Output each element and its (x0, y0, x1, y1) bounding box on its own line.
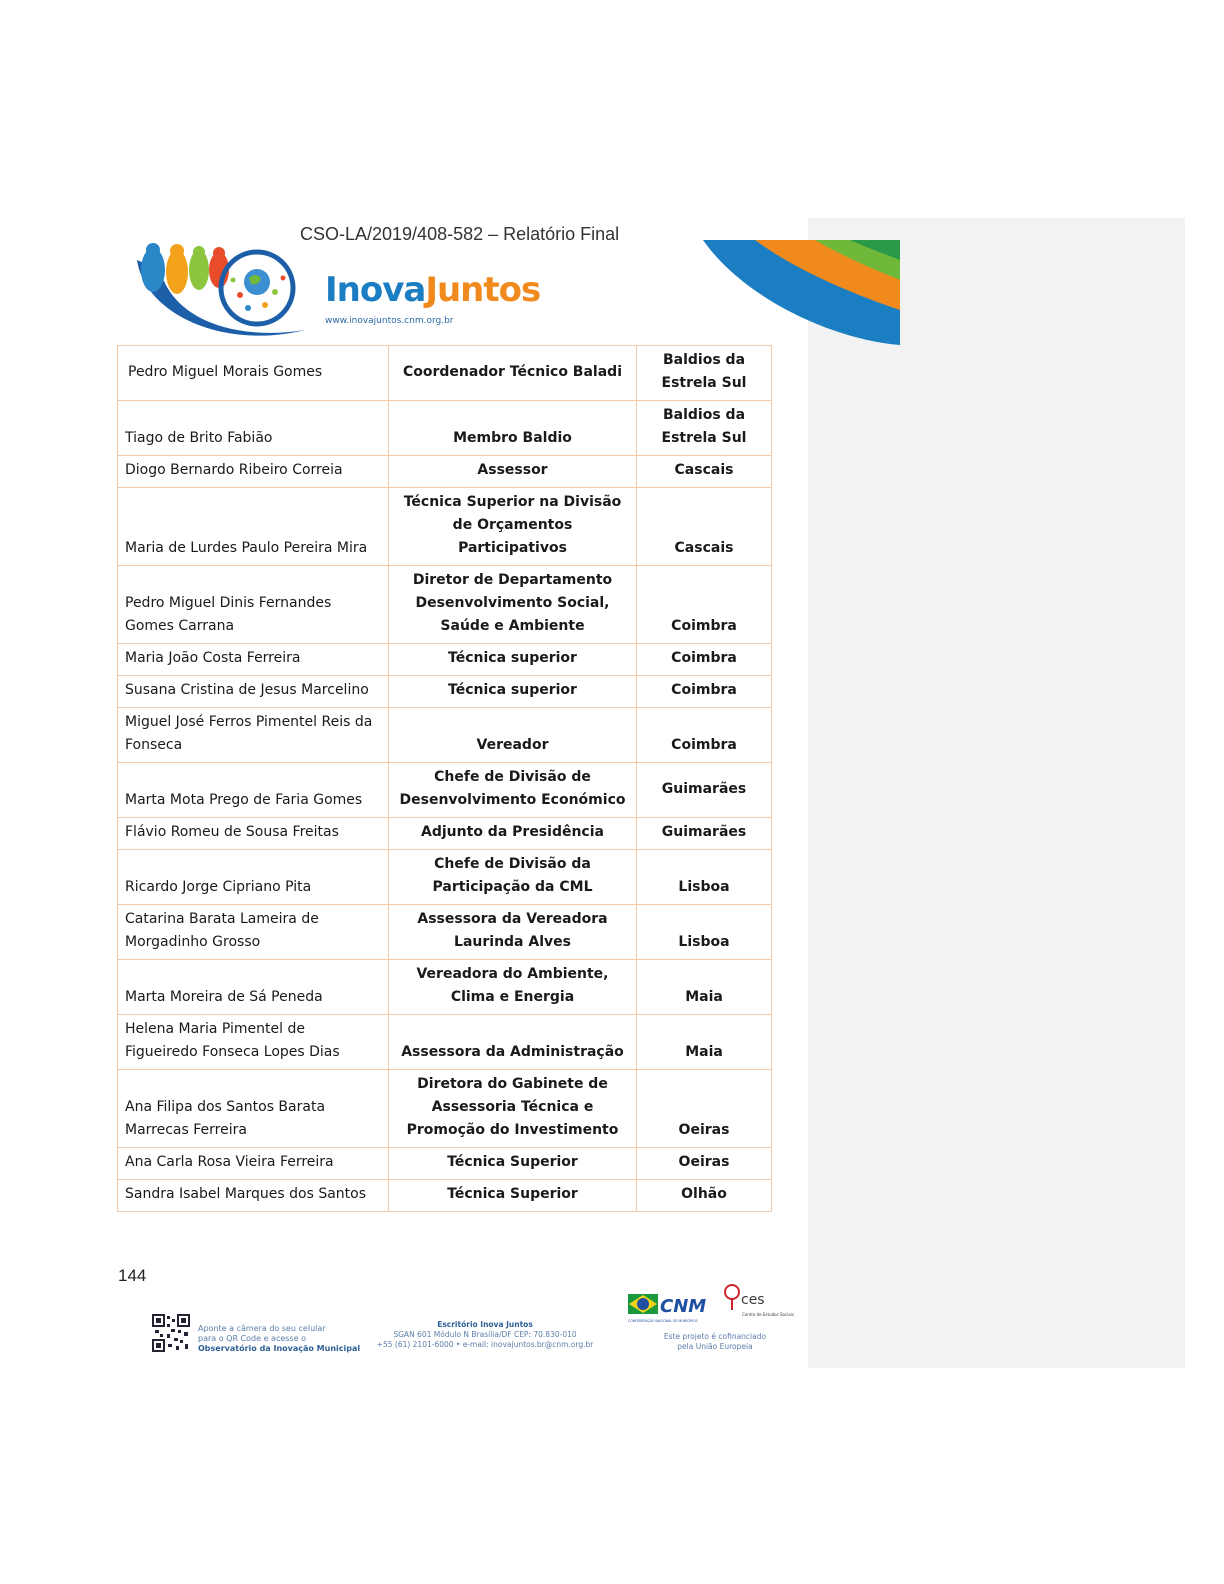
office-info (375, 1320, 595, 1350)
logo-inova: Inova (325, 270, 426, 310)
name-cell: Flávio Romeu de Sousa Freitas (118, 818, 389, 850)
place-cell: Baldios da Estrela Sul (637, 401, 772, 456)
name-cell: Helena Maria Pimentel de Figueiredo Fonseca Lopes Dias (118, 1015, 389, 1070)
place-cell: Coimbra (637, 566, 772, 644)
qr-line-1: Aponte a câmera do seu celular (198, 1324, 326, 1333)
table-row (118, 644, 772, 676)
qr-line-2: para o QR Code e acesse o (198, 1334, 306, 1343)
table-row (118, 763, 772, 818)
place-cell: Guimarães (637, 818, 772, 850)
running-header-text: CSO-LA/2019/408-582 – Relatório Final (300, 224, 620, 242)
office-contact: +55 (61) 2101-6000 • e-mail: inovajuntos.br@cnm.org.br (376, 1340, 594, 1349)
logo-juntos: Juntos (425, 270, 541, 310)
name-cell: Pedro Miguel Morais Gomes (118, 346, 389, 401)
cnm-text: CNM (660, 1296, 707, 1317)
cnm-logo-icon (628, 1288, 710, 1324)
name-cell: Marta Mota Prego de Faria Gomes (118, 763, 389, 818)
role-cell: Assessor (389, 456, 637, 488)
inovajuntos-banner (115, 240, 900, 348)
name-cell: Susana Cristina de Jesus Marcelino (118, 676, 389, 708)
name-cell: Catarina Barata Lameira de Morgadinho Grosso (118, 905, 389, 960)
table-row (118, 566, 772, 644)
place-cell: Coimbra (637, 676, 772, 708)
place-cell: Maia (637, 960, 772, 1015)
name-cell: Ana Carla Rosa Vieira Ferreira (118, 1148, 389, 1180)
table-row (118, 1015, 772, 1070)
table-row (118, 1070, 772, 1148)
place-cell: Lisboa (637, 850, 772, 905)
place-cell: Lisboa (637, 905, 772, 960)
place-cell: Cascais (637, 456, 772, 488)
role-cell: Técnica superior (389, 644, 637, 676)
logo-url: www.inovajuntos.cnm.org.br (325, 316, 454, 326)
eu-funding-note (655, 1332, 775, 1352)
table-row (118, 346, 772, 401)
qr-caption (198, 1324, 360, 1354)
ces-text: ces (741, 1292, 765, 1308)
table-row (118, 1148, 772, 1180)
role-cell: Chefe de Divisão da Participação da CML (389, 850, 637, 905)
cnm-sub: CONFEDERAÇÃO NACIONAL DE MUNICÍPIOS (628, 1319, 698, 1323)
ces-sub: Centro de Estudos Sociais (742, 1312, 794, 1317)
table-row (118, 1180, 772, 1212)
place-cell: Oeiras (637, 1070, 772, 1148)
name-cell: Marta Moreira de Sá Peneda (118, 960, 389, 1015)
logo-wordmark (325, 270, 540, 310)
role-cell: Técnica Superior na Divisão de Orçamentos Participativos (389, 488, 637, 566)
table-row (118, 905, 772, 960)
role-cell: Técnica Superior (389, 1180, 637, 1212)
place-cell: Coimbra (637, 708, 772, 763)
page-number: 144 (118, 1266, 147, 1285)
place-cell: Maia (637, 1015, 772, 1070)
qr-line-3 (198, 1344, 360, 1354)
name-cell: Maria João Costa Ferreira (118, 644, 389, 676)
eu-line-2: pela União Europeia (677, 1342, 753, 1351)
role-cell: Diretor de Departamento Desenvolvimento Social, Saúde e Ambiente (389, 566, 637, 644)
name-cell: Diogo Bernardo Ribeiro Correia (118, 456, 389, 488)
name-cell: Tiago de Brito Fabião (118, 401, 389, 456)
role-cell: Técnica superior (389, 676, 637, 708)
table-row (118, 456, 772, 488)
name-cell: Miguel José Ferros Pimentel Reis da Fonseca (118, 708, 389, 763)
role-cell: Chefe de Divisão de Desenvolvimento Económico (389, 763, 637, 818)
name-cell: Maria de Lurdes Paulo Pereira Mira (118, 488, 389, 566)
table-row (118, 488, 772, 566)
role-cell: Vereador (389, 708, 637, 763)
office-title-bold: Escritório Inova Juntos (437, 1320, 533, 1329)
role-cell: Assessora da Vereadora Laurinda Alves (389, 905, 637, 960)
place-cell: Baldios da Estrela Sul (637, 346, 772, 401)
participants-table (117, 345, 772, 1212)
table-row (118, 401, 772, 456)
place-cell: Coimbra (637, 644, 772, 676)
side-panel (808, 218, 1185, 1368)
role-cell: Coordenador Técnico Baladi (389, 346, 637, 401)
place-cell: Oeiras (637, 1148, 772, 1180)
role-cell: Assessora da Administração (389, 1015, 637, 1070)
office-address: SGAN 601 Módulo N Brasília/DF CEP: 70.830-010 (393, 1330, 577, 1339)
table-row (118, 818, 772, 850)
qr-line-3-bold: Observatório da Inovação Municipal (198, 1344, 361, 1353)
eu-line-1: Este projeto é cofinanciado (663, 1332, 767, 1341)
name-cell: Ricardo Jorge Cipriano Pita (118, 850, 389, 905)
table-row (118, 960, 772, 1015)
ces-logo-icon (722, 1282, 802, 1324)
table-row (118, 850, 772, 905)
role-cell: Membro Baldio (389, 401, 637, 456)
table-row (118, 708, 772, 763)
office-title (375, 1320, 595, 1330)
qr-code-icon (152, 1314, 190, 1352)
footer (150, 1280, 810, 1360)
role-cell: Adjunto da Presidência (389, 818, 637, 850)
place-cell: Olhão (637, 1180, 772, 1212)
role-cell: Diretora do Gabinete de Assessoria Técnica e Promoção do Investimento (389, 1070, 637, 1148)
running-header (300, 222, 630, 242)
table-row (118, 676, 772, 708)
name-cell: Sandra Isabel Marques dos Santos (118, 1180, 389, 1212)
place-cell: Cascais (637, 488, 772, 566)
name-cell: Ana Filipa dos Santos Barata Marrecas Ferreira (118, 1070, 389, 1148)
role-cell: Vereadora do Ambiente, Clima e Energia (389, 960, 637, 1015)
role-cell: Técnica Superior (389, 1148, 637, 1180)
name-cell: Pedro Miguel Dinis Fernandes Gomes Carrana (118, 566, 389, 644)
place-cell: Guimarães (637, 763, 772, 818)
